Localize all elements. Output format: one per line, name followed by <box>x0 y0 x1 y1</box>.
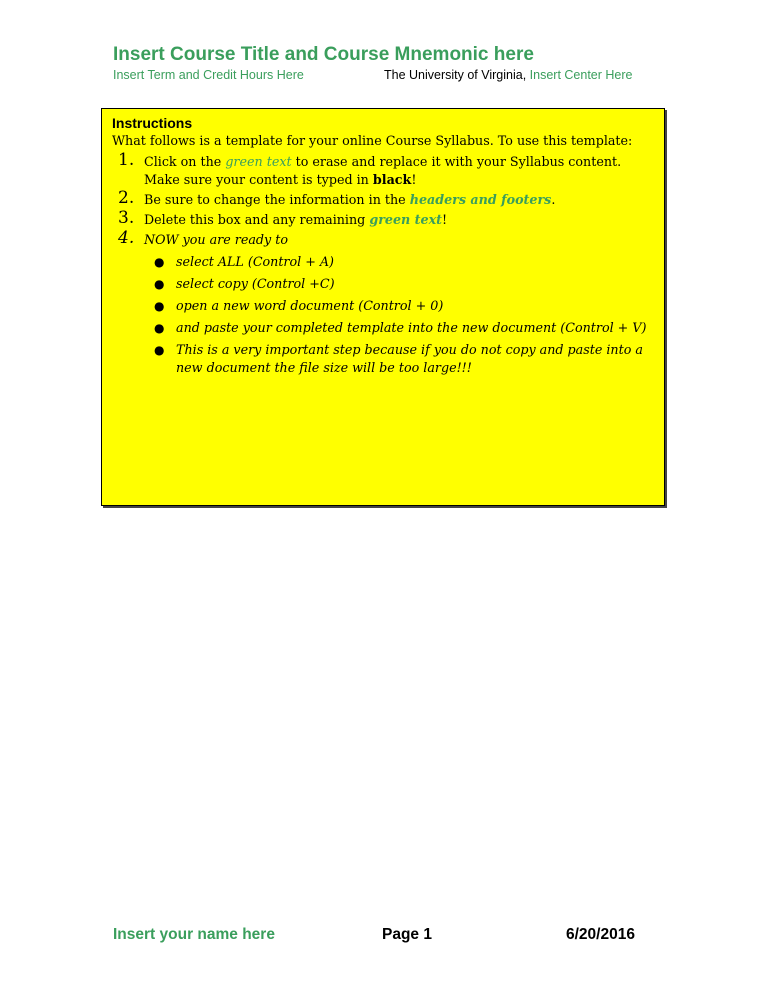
item-text-pre: Be sure to change the information in the <box>144 192 410 207</box>
bullet-text: select copy (Control +C) <box>176 276 335 291</box>
item-text <box>144 191 555 209</box>
item-text <box>144 211 447 229</box>
item-number: 4. <box>118 228 135 248</box>
page-number: Page 1 <box>382 926 432 943</box>
item-text-pre: Click on the <box>144 154 226 169</box>
term-credit-hours[interactable]: Insert Term and Credit Hours Here <box>113 68 304 82</box>
item-text <box>144 153 621 171</box>
bullet-icon: ● <box>154 343 165 357</box>
item-text-post: ! <box>442 212 448 227</box>
bullet-text: select ALL (Control + A) <box>176 254 335 269</box>
item-text-pre: Make sure your content is typed in <box>144 172 373 187</box>
instructions-box[interactable] <box>101 108 665 506</box>
item-text-post: to erase and replace it with your Syllabus content. <box>291 154 622 169</box>
course-title[interactable]: Insert Course Title and Course Mnemonic here <box>113 44 534 65</box>
green-text-link[interactable]: green text <box>225 154 292 169</box>
item-text-post: ! <box>411 172 417 187</box>
item-text-post: . <box>551 192 556 207</box>
item-number: 3. <box>118 208 135 228</box>
instructions-heading: Instructions <box>112 115 193 131</box>
footer-date: 6/20/2016 <box>566 926 635 943</box>
bullet-icon: ● <box>154 277 165 291</box>
item-number: 2. <box>118 188 135 208</box>
headers-footers-link[interactable]: headers and footers <box>409 192 552 207</box>
item-text: NOW you are ready to <box>144 232 288 247</box>
author-name[interactable]: Insert your name here <box>113 926 275 943</box>
bullet-icon: ● <box>154 321 165 335</box>
item-text <box>144 171 416 189</box>
bullet-text: open a new word document (Control + 0) <box>176 298 444 313</box>
green-text-link[interactable]: green text <box>369 212 443 227</box>
instructions-intro: What follows is a template for your online Course Syllabus. To use this template: <box>112 133 633 148</box>
bullet-icon: ● <box>154 255 165 269</box>
university-center-line <box>384 68 633 82</box>
bullet-icon: ● <box>154 299 165 313</box>
center-name[interactable]: Insert Center Here <box>529 68 633 82</box>
item-text-pre: Delete this box and any remaining <box>144 212 370 227</box>
bullet-text: new document the file size will be too large!!! <box>176 360 472 375</box>
bullet-text: This is a very important step because if you do not copy and paste into a <box>176 342 643 357</box>
black-emphasis: black <box>372 172 412 187</box>
bullet-text: and paste your completed template into the new document (Control + V) <box>176 320 647 335</box>
university-name: The University of Virginia, <box>384 68 530 82</box>
item-number: 1. <box>118 150 135 170</box>
